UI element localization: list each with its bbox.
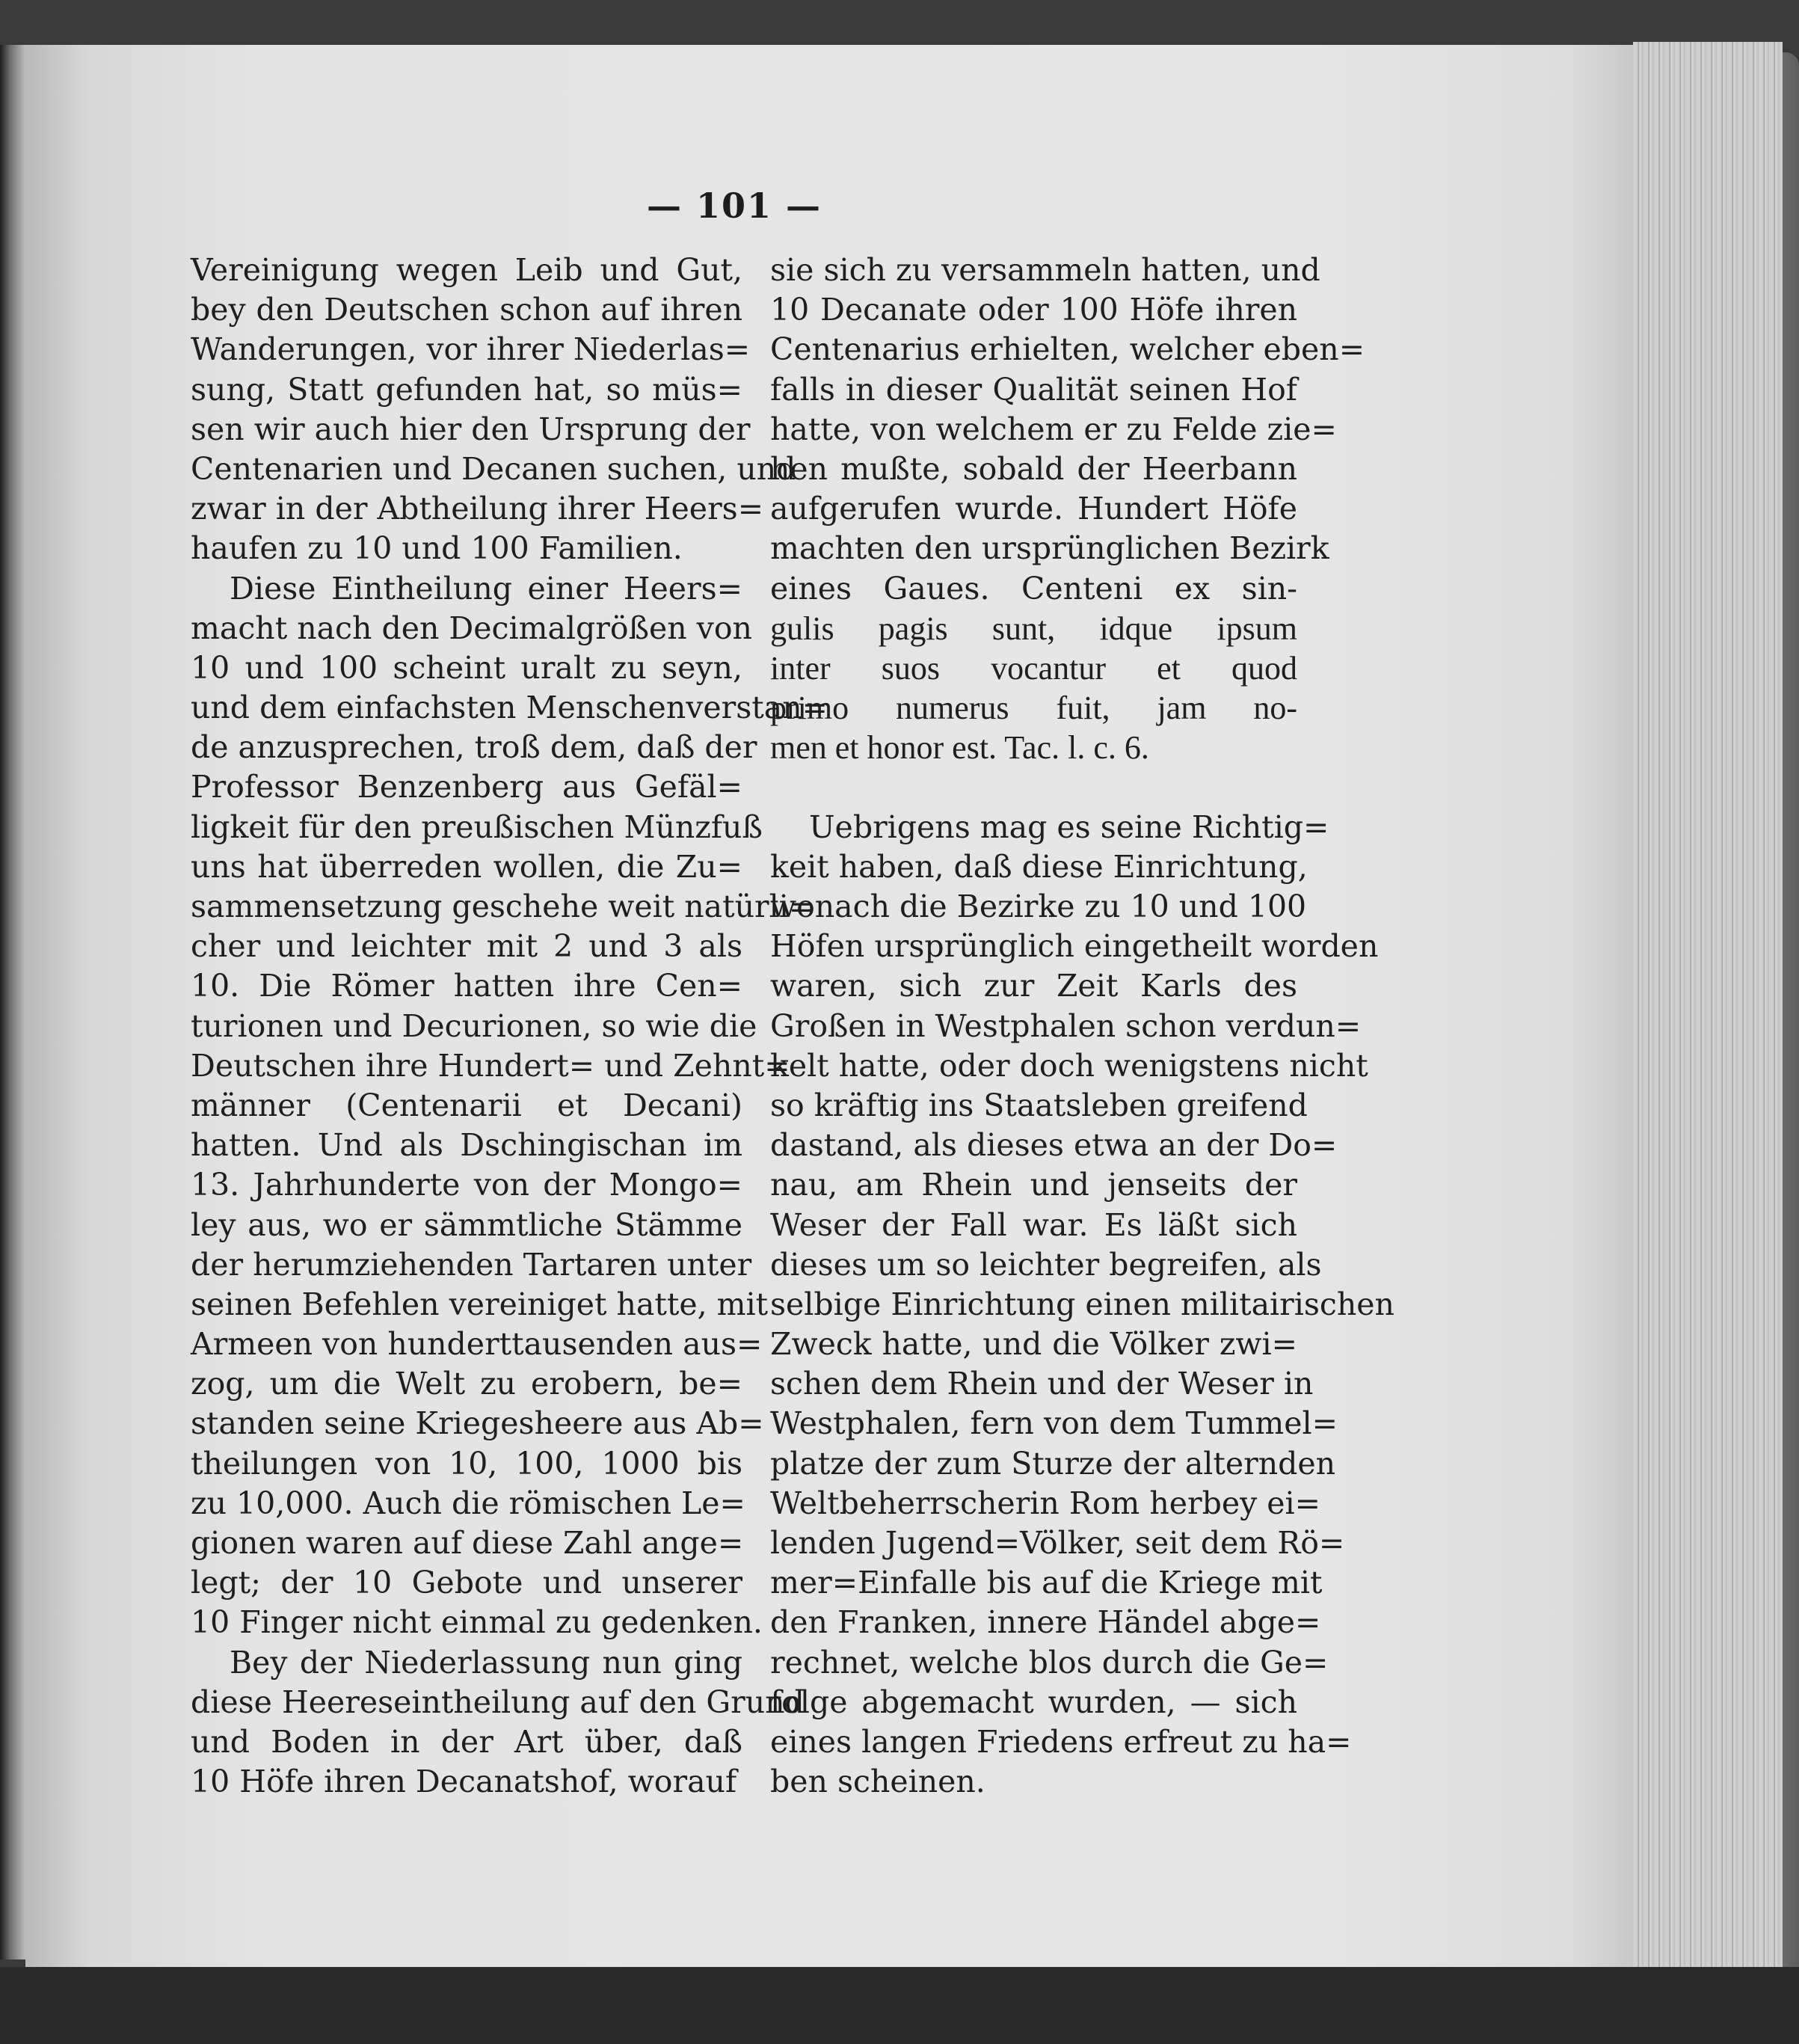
text-line: zu 10,000. Auch die römischen Le=	[191, 1485, 745, 1521]
text-line: 13. Jahrhunderte von der Mongo=	[191, 1167, 742, 1203]
text-line: Professor Benzenberg aus Gefäl=	[191, 769, 742, 805]
text-line: inter suos vocantur et quod	[770, 649, 1297, 687]
text-line: 10 Decanate oder 100 Höfe ihren	[770, 292, 1297, 328]
text-line: Deutschen ihre Hundert= und Zehnt=	[191, 1047, 790, 1084]
text-line: men et honor est. Tac. l. c. 6.	[770, 729, 1149, 767]
text-line: macht nach den Decimalgrößen von	[191, 610, 752, 646]
text-line: Uebrigens mag es seine Richtig=	[809, 808, 1329, 845]
text-line: Weltbeherrscherin Rom herbey ei=	[770, 1485, 1321, 1521]
text-line: folge abgemacht wurden, — sich	[770, 1684, 1297, 1720]
text-line: so kräftig ins Staatsleben greifend	[770, 1087, 1308, 1123]
text-line: falls in dieser Qualität seinen Hof	[770, 371, 1297, 408]
text-line: wonach die Bezirke zu 10 und 100	[770, 889, 1307, 924]
text-line: den Franken, innere Händel abge=	[770, 1604, 1321, 1641]
text-line: cher und leichter mit 2 und 3 als	[191, 928, 742, 965]
text-line: Bey der Niederlassung nun ging	[230, 1644, 742, 1681]
text-line: standen seine Kriegesheere aus Ab=	[191, 1405, 764, 1442]
text-line: haufen zu 10 und 100 Familien.	[191, 530, 683, 567]
text-line: 10 Höfe ihren Decanatshof, worauf	[191, 1764, 737, 1800]
text-line: sie sich zu versammeln hatten, und	[770, 252, 1320, 288]
text-line: zwar in der Abtheilung ihrer Heers=	[191, 491, 764, 527]
text-line: der herumziehenden Tartaren unter	[191, 1246, 752, 1283]
text-line: hatten. Und als Dschingischan im	[191, 1127, 742, 1164]
text-line: dastand, als dieses etwa an der Do=	[770, 1127, 1338, 1164]
text-line: Großen in Westphalen schon verdun=	[770, 1007, 1362, 1044]
text-line: keit haben, daß diese Einrichtung,	[770, 848, 1308, 885]
text-line: selbige Einrichtung einen militairischen	[770, 1286, 1394, 1322]
left-page-edge	[0, 45, 25, 1959]
text-line: nau, am Rhein und jenseits der	[770, 1167, 1297, 1203]
left-text-column	[191, 251, 828, 1802]
text-line: theilungen von 10, 100, 1000 bis	[191, 1445, 742, 1482]
text-line: uns hat überreden wollen, die Zu=	[191, 848, 742, 885]
text-line: platze der zum Sturze der alternden	[770, 1445, 1336, 1482]
text-line: waren, sich zur Zeit Karls des	[770, 968, 1297, 1004]
text-line: lenden Jugend=Völker, seit dem Rö=	[770, 1525, 1345, 1561]
text-line: Centenarien und Decanen suchen, und	[191, 450, 796, 487]
text-line: mer=Einfalle bis auf die Kriege mit	[770, 1565, 1323, 1601]
text-line: und Boden in der Art über, daß	[191, 1723, 742, 1760]
text-line: ligkeit für den preußischen Münzfuß	[191, 808, 763, 845]
text-line: gulis pagis sunt, idque ipsum	[770, 610, 1297, 647]
text-line: männer (Centenarii et Decani)	[191, 1087, 742, 1123]
text-line: 10 und 100 scheint uralt zu seyn,	[191, 649, 742, 686]
text-line: dieses um so leichter begreifen, als	[770, 1246, 1322, 1283]
text-line: sammensetzung geschehe weit natürli=	[191, 889, 815, 924]
text-line: machten den ursprünglichen Bezirk	[770, 530, 1329, 567]
text-line: Armeen von hunderttausenden aus=	[191, 1326, 763, 1363]
text-line: Vereinigung wegen Leib und Gut,	[191, 252, 742, 288]
text-line: Diese Eintheilung einer Heers=	[230, 570, 742, 607]
text-line: kelt hatte, oder doch wenigstens nicht	[770, 1047, 1368, 1084]
text-line: legt; der 10 Gebote und unserer	[191, 1565, 742, 1601]
text-line: 10 Finger nicht einmal zu gedenken.	[191, 1604, 763, 1641]
text-line: de anzusprechen, troß dem, daß der	[191, 729, 757, 766]
text-line: hatte, von welchem er zu Felde zie=	[770, 411, 1337, 447]
text-line: schen dem Rhein und der Weser in	[770, 1366, 1314, 1402]
text-line: Wanderungen, vor ihrer Niederlas=	[191, 331, 751, 368]
text-line: primo numerus fuit, jam no-	[770, 690, 1297, 727]
text-line: eines Gaues. Centeni ex sin-	[770, 570, 1297, 607]
text-line: diese Heereseintheilung auf den Grund	[191, 1684, 805, 1720]
text-line: Höfen ursprünglich eingetheilt worden	[770, 928, 1379, 965]
page-stack-edge	[1633, 42, 1783, 1973]
text-line: rechnet, welche blos durch die Ge=	[770, 1644, 1329, 1681]
text-line: zog, um die Welt zu erobern, be=	[191, 1366, 742, 1402]
text-line: Centenarius erhielten, welcher eben=	[770, 331, 1365, 368]
text-line: Weser der Fall war. Es läßt sich	[770, 1206, 1297, 1243]
text-line: aufgerufen wurde. Hundert Höfe	[770, 491, 1297, 527]
text-line: sung, Statt gefunden hat, so müs=	[191, 371, 742, 408]
text-line: hen mußte, sobald der Heerbann	[770, 450, 1297, 487]
text-line: eines langen Friedens erfreut zu ha=	[770, 1723, 1352, 1760]
right-text-column	[770, 251, 1394, 1802]
text-line: Zweck hatte, und die Völker zwi=	[770, 1326, 1297, 1363]
page-number: — 101 —	[646, 185, 822, 226]
bottom-shadow	[0, 1967, 1799, 2044]
text-line: ley aus, wo er sämmtliche Stämme	[191, 1206, 742, 1243]
text-line: turionen und Decurionen, so wie die	[191, 1007, 757, 1044]
paragraph-gap	[770, 767, 1297, 807]
text-line: gionen waren auf diese Zahl ange=	[191, 1525, 744, 1561]
text-line: ben scheinen.	[770, 1764, 985, 1800]
text-line: seinen Befehlen vereiniget hatte, mit	[191, 1286, 769, 1322]
text-line: 10. Die Römer hatten ihre Cen=	[191, 968, 742, 1004]
text-line: sen wir auch hier den Ursprung der	[191, 411, 751, 447]
text-line: Westphalen, fern von dem Tummel=	[770, 1405, 1338, 1442]
text-line: und dem einfachsten Menschenverstan=	[191, 690, 828, 726]
text-line: bey den Deutschen schon auf ihren	[191, 292, 742, 328]
